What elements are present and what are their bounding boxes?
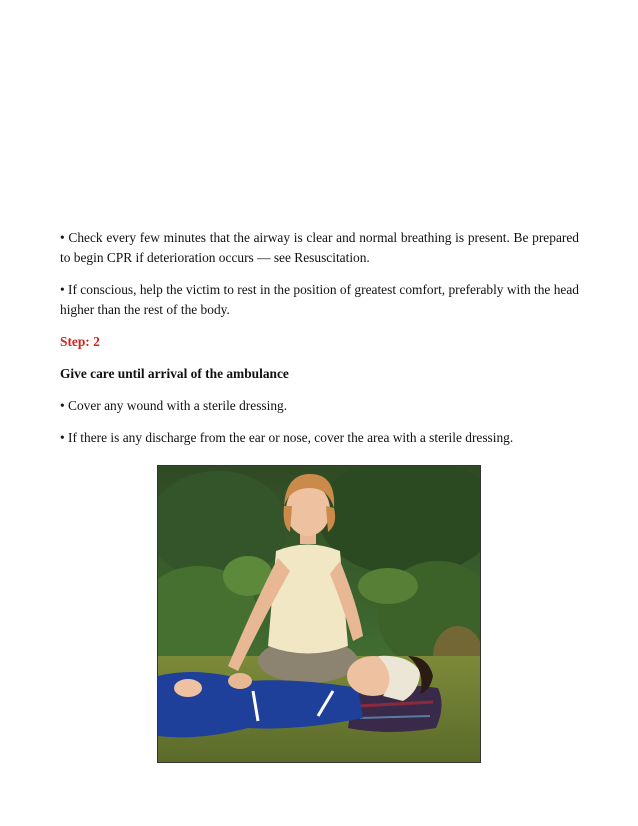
step-label: Step: 2: [60, 334, 100, 349]
first-aid-scene-image: [158, 466, 480, 762]
instruction-bullet-discharge: • If there is any discharge from the ear or nose, cover the area with a sterile dressing.: [60, 430, 514, 445]
section-heading: Give care until arrival of the ambulance: [60, 366, 289, 381]
first-aid-illustration: [157, 465, 481, 763]
instruction-bullet-wound: • Cover any wound with a sterile dressing.: [60, 398, 288, 413]
page-content: [60, 228, 579, 448]
instruction-bullet-comfort: • If conscious, help the victim to rest in the position of greatest comfort, preferably with the head higher than the rest of the body.: [60, 282, 579, 317]
instruction-bullet-airway: • Check every few minutes that the airway is clear and normal breathing is present. Be prepared to begin CPR if deterioration occurs — see Resuscitation.: [60, 230, 579, 265]
